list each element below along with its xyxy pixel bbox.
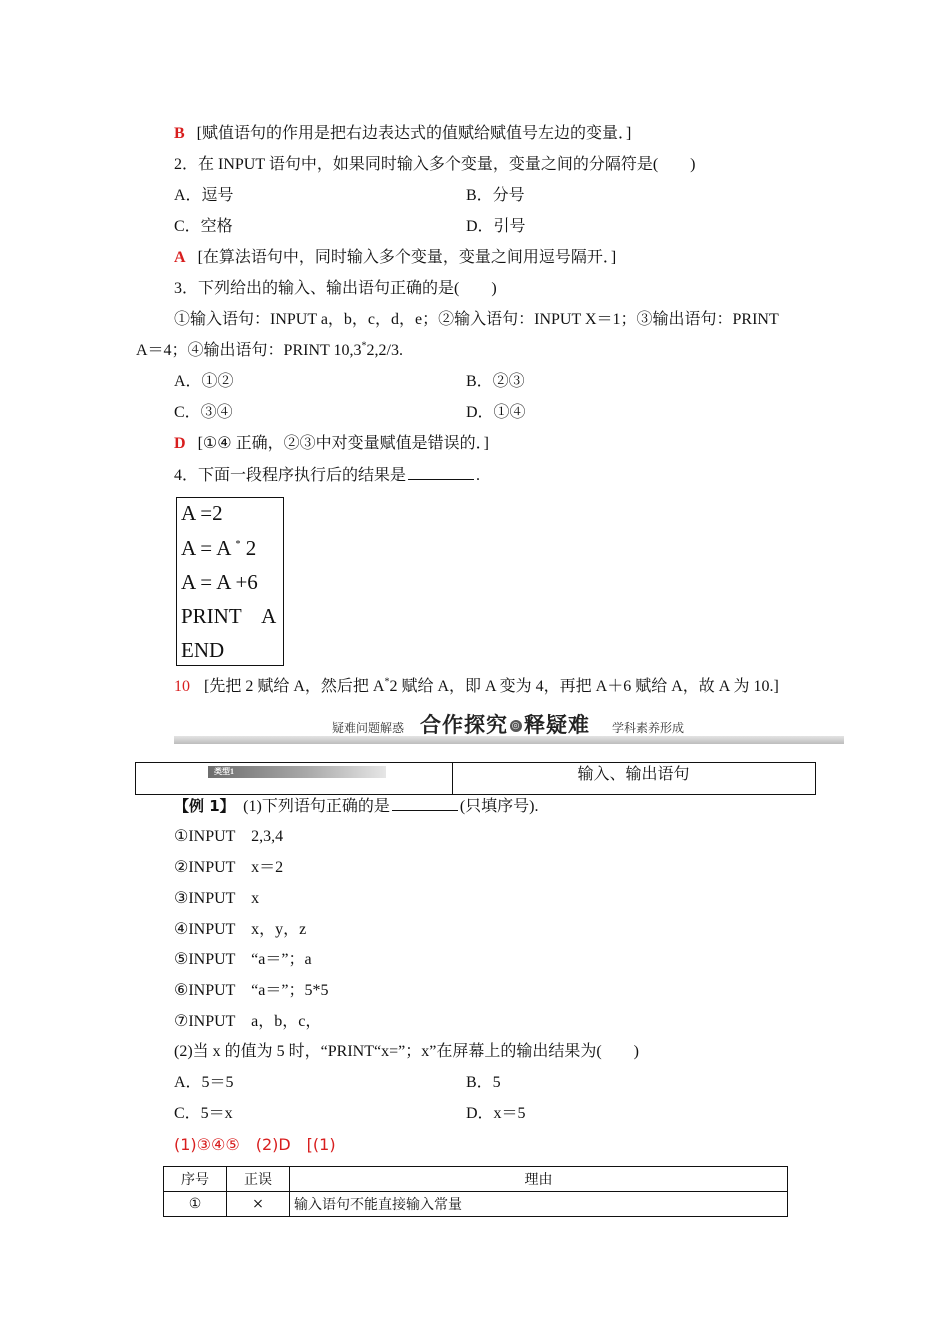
- question-3-option-d: D．①④: [466, 404, 526, 421]
- code-line-2: [181, 536, 256, 560]
- answer-4-text-a: [先把 2 赋给 A，然后把 A: [204, 678, 385, 695]
- table-header-row: [164, 1167, 788, 1192]
- answer-3-letter: D: [174, 435, 186, 452]
- example-1-q1-after: (只填序号).: [459, 798, 539, 815]
- question-4-stem-after: .: [476, 467, 481, 484]
- question-3-option-b: B．②③: [466, 373, 525, 390]
- question-2-option-d: D．引号: [466, 218, 526, 235]
- question-3-line-1: ①输入语句：INPUT a，b，c，d，e；②输入语句：INPUT X＝1；③输出语句：PRINT: [174, 311, 779, 328]
- reason-table: [163, 1166, 788, 1217]
- answer-blank: [408, 465, 474, 480]
- type-tag: 类型1: [208, 766, 386, 778]
- type-title: 输入、输出语句: [577, 764, 690, 783]
- code-line-2-sup: *: [235, 539, 241, 550]
- example-1-option-d: D．x＝5: [466, 1105, 526, 1122]
- answer-4-sup: *: [384, 676, 390, 688]
- table-row: [164, 1192, 788, 1217]
- answer-1-text: [赋值语句的作用是把右边表达式的值赋给赋值号左边的变量．]: [196, 125, 632, 142]
- example-1-item: ③INPUT x: [174, 890, 260, 907]
- type-section-header: [135, 762, 816, 795]
- question-2-option-a: A．逗号: [174, 187, 234, 204]
- banner-dot-icon: ◎: [511, 721, 521, 731]
- answer-2-text: [在算法语句中，同时输入多个变量，变量之间用逗号隔开．]: [197, 249, 617, 266]
- banner-left-text: 疑难问题解惑: [332, 721, 405, 735]
- code-line-2a: A = A: [181, 536, 236, 560]
- question-3-line-2a: A＝4；④输出语句：PRINT 10,3: [136, 342, 362, 359]
- answer-1: [174, 124, 631, 144]
- example-1-item: ①INPUT 2,3,4: [174, 828, 284, 845]
- answer-2-letter: A: [174, 249, 186, 266]
- answer-1-letter: B: [174, 125, 185, 142]
- answer-4-text-b: 2 赋给 A，即 A 变为 4，再把 A＋6 赋给 A，故 A 为 10.]: [389, 678, 779, 695]
- code-line-5: END: [181, 638, 225, 662]
- question-2-option-c: C．空格: [174, 218, 233, 235]
- example-1-question-1: [174, 796, 539, 817]
- answer-4: [174, 677, 779, 697]
- example-1-item: ⑦INPUT a，b，c，: [174, 1013, 322, 1030]
- example-1-blank: [392, 796, 458, 811]
- banner-main-1: 合作探究: [420, 713, 508, 737]
- section-banner: [174, 708, 844, 746]
- answer-3-text: [①④ 正确，②③中对变量赋值是错误的．]: [197, 435, 489, 452]
- example-1-label: 【例 1】: [174, 797, 228, 815]
- question-2-stem: 2．在 INPUT 语句中，如果同时输入多个变量，变量之间的分隔符是( ): [174, 156, 696, 173]
- example-1-option-a: A．5＝5: [174, 1074, 234, 1091]
- banner-right-text: 学科素养形成: [612, 721, 685, 735]
- code-line-2b: 2: [240, 536, 257, 560]
- example-1-item: ⑤INPUT “a＝”；a: [174, 951, 312, 968]
- question-3-line-2b: 2,2/3.: [366, 342, 403, 359]
- question-3-line-2-sup: *: [361, 340, 367, 352]
- code-line-1: A =2: [181, 501, 223, 525]
- question-4-stem-before: 4．下面一段程序执行后的结果是: [174, 467, 407, 484]
- example-1-item: ②INPUT x＝2: [174, 859, 284, 876]
- banner-main-2: 释疑难: [524, 713, 590, 737]
- example-1-answer: (1)③④⑤ (2)D [(1): [174, 1135, 336, 1154]
- question-3-stem: 3．下列给出的输入、输出语句正确的是( ): [174, 280, 497, 297]
- example-1-option-c: C．5＝x: [174, 1105, 233, 1122]
- code-line-4: PRINT A: [181, 604, 277, 628]
- table-cell: 输入语句不能直接输入常量: [290, 1192, 788, 1217]
- question-3-option-a: A．①②: [174, 373, 234, 390]
- program-code-box: [176, 497, 284, 666]
- code-line-3: A = A +6: [181, 570, 258, 594]
- answer-3: [174, 434, 489, 454]
- answer-4-num: 10: [174, 678, 190, 695]
- question-2-option-b: B．分号: [466, 187, 525, 204]
- example-1-item: ⑥INPUT “a＝”；5*5: [174, 982, 329, 999]
- example-1-q1-before: (1)下列语句正确的是: [227, 798, 390, 815]
- example-1-option-b: B．5: [466, 1074, 501, 1091]
- table-header: 序号: [164, 1167, 227, 1192]
- table-header: 理由: [290, 1167, 788, 1192]
- answer-2: [174, 248, 616, 268]
- example-1-item: ④INPUT x，y，z: [174, 921, 307, 938]
- table-cell: ×: [227, 1192, 290, 1217]
- question-3-option-c: C．③④: [174, 404, 233, 421]
- table-cell: ①: [164, 1192, 227, 1217]
- table-header: 正误: [227, 1167, 290, 1192]
- example-1-question-2: (2)当 x 的值为 5 时，“PRINT“x=”；x”在屏幕上的输出结果为( ): [174, 1043, 639, 1060]
- question-4-stem: [174, 465, 480, 486]
- banner-title: [420, 709, 590, 739]
- question-3-line-2: [136, 341, 403, 361]
